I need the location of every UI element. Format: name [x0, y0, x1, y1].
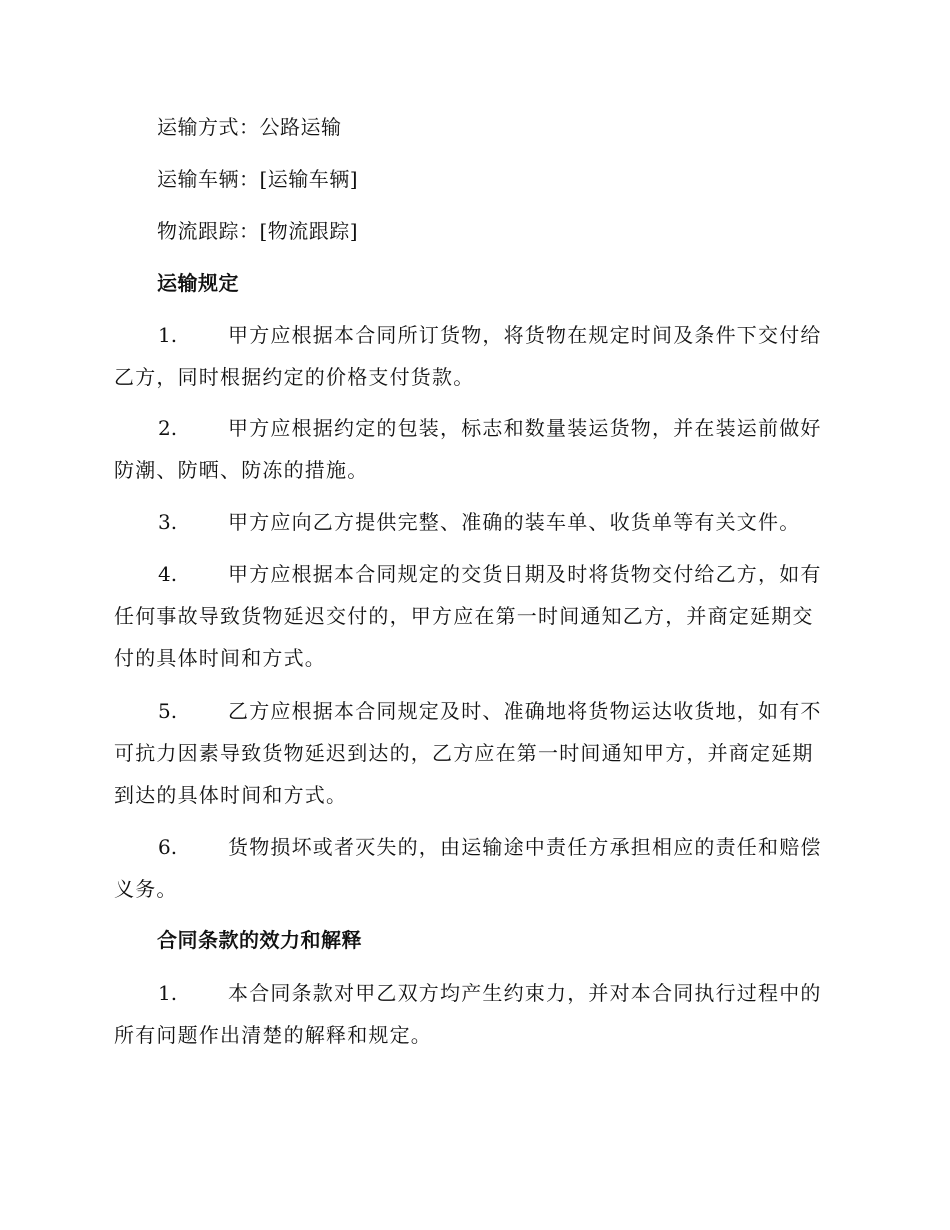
list-item	[114, 972, 832, 1056]
item-text: 甲方应根据本合同规定的交货日期及时将货物交付给乙方，如有任何事故导致货物延迟交付的，甲方应在第一时间通知乙方，并商定延期交付的具体时间和方式。	[114, 562, 822, 670]
field-value: 公路运输	[259, 115, 342, 139]
list-item	[114, 501, 832, 543]
transport-vehicle-field	[157, 159, 358, 199]
item-number: 1.	[158, 981, 178, 1005]
list-item	[114, 407, 832, 491]
list-item	[114, 690, 832, 816]
item-number: 3.	[158, 510, 178, 534]
list-item	[114, 553, 832, 679]
item-text: 乙方应根据本合同规定及时、准确地将货物运达收货地，如有不可抗力因素导致货物延迟到达的，乙方应在第一时间通知甲方，并商定延期到达的具体时间和方式。	[114, 699, 822, 807]
transport-method-field	[157, 107, 342, 147]
item-text: 甲方应根据约定的包装，标志和数量装运货物，并在装运前做好防潮、防晒、防冻的措施。	[114, 416, 822, 482]
section-heading-contract-validity: 合同条款的效力和解释	[157, 928, 362, 952]
item-number: 6.	[158, 835, 178, 859]
item-text: 甲方应向乙方提供完整、准确的装车单、收货单等有关文件。	[228, 510, 801, 534]
list-item	[114, 826, 832, 910]
field-value: [物流跟踪]	[259, 219, 359, 243]
field-label: 运输车辆：	[157, 167, 260, 191]
field-label: 运输方式：	[157, 115, 260, 139]
item-number: 1.	[158, 323, 178, 347]
item-number: 5.	[158, 699, 178, 723]
item-text: 货物损坏或者灭失的，由运输途中责任方承担相应的责任和赔偿义务。	[114, 835, 822, 901]
logistics-tracking-field	[157, 211, 358, 251]
field-value: [运输车辆]	[259, 167, 359, 191]
item-number: 4.	[158, 562, 178, 586]
field-label: 物流跟踪：	[157, 219, 260, 243]
section-heading-transport-rules: 运输规定	[157, 271, 239, 295]
item-number: 2.	[158, 416, 178, 440]
list-item	[114, 314, 832, 398]
item-text: 本合同条款对甲乙双方均产生约束力，并对本合同执行过程中的所有问题作出清楚的解释和规定。	[114, 981, 822, 1047]
item-text: 甲方应根据本合同所订货物，将货物在规定时间及条件下交付给乙方，同时根据约定的价格支付货款。	[114, 323, 822, 389]
